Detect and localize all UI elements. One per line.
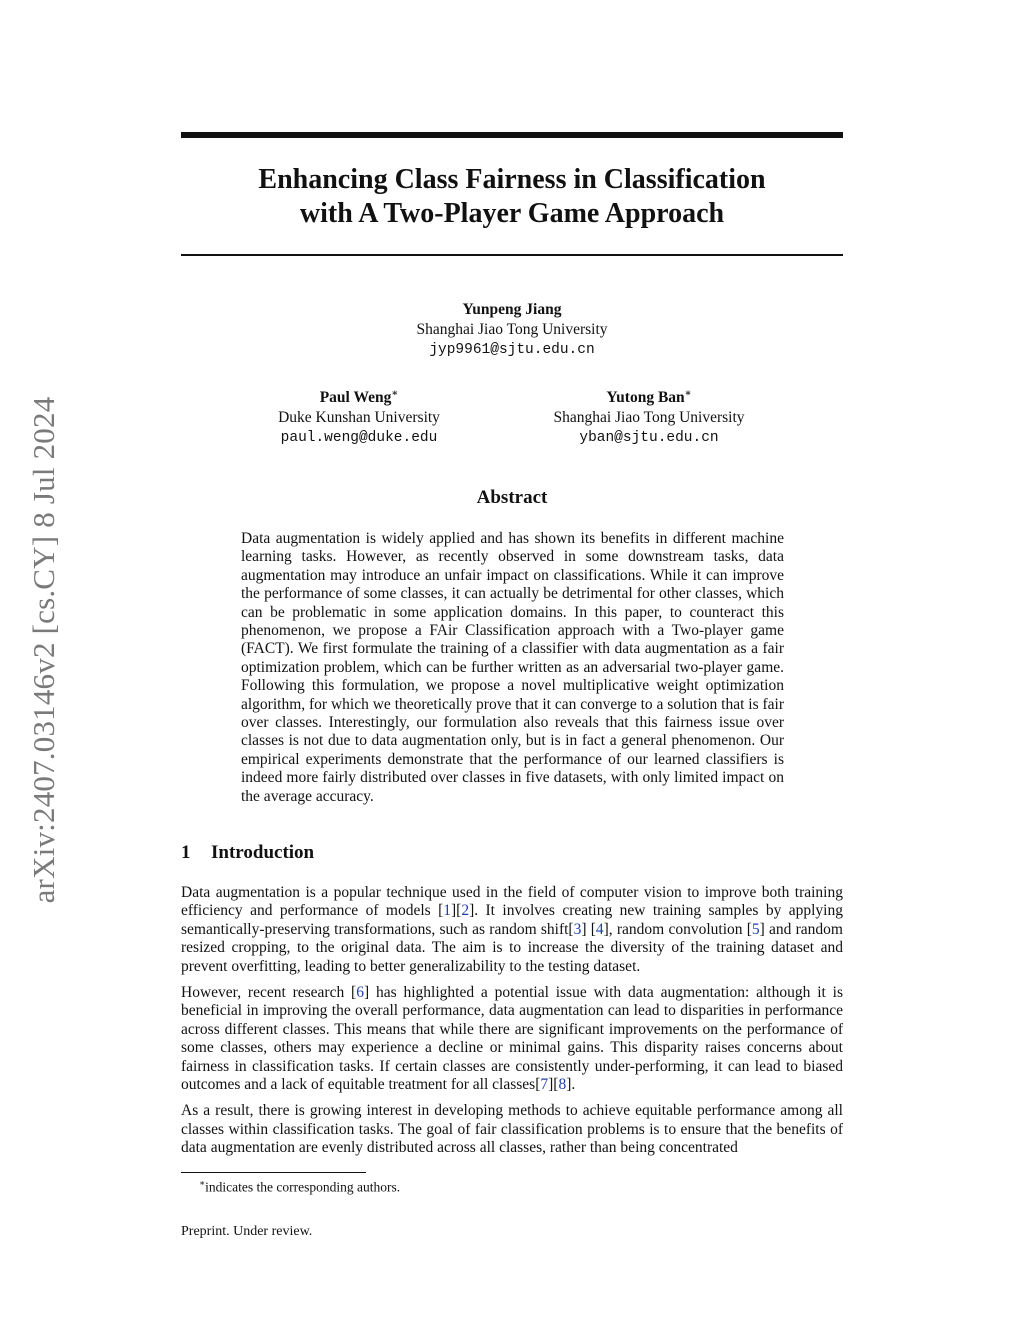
author-email[interactable]: jyp9961@sjtu.edu.cn <box>429 342 595 358</box>
paragraph-text: ] [ <box>581 920 596 938</box>
author-block-jiang <box>362 300 662 360</box>
footnote-text: indicates the corresponding authors. <box>205 1179 401 1195</box>
title-bottom-rule <box>181 254 843 256</box>
author-name: Yutong Ban∗ <box>606 388 692 407</box>
introduction-body <box>181 884 843 1166</box>
citation-link[interactable]: 3 <box>573 920 582 938</box>
preprint-notice: Preprint. Under review. <box>181 1224 313 1239</box>
paragraph-text: ][ <box>451 902 462 920</box>
author-block-weng <box>209 384 509 448</box>
footnote-marker: ∗ <box>199 1178 206 1188</box>
footnote-rule <box>181 1172 366 1173</box>
author-email[interactable]: paul.weng@duke.edu <box>280 430 438 447</box>
title-line-2: with A Two-Player Game Approach <box>299 198 725 229</box>
abstract-heading: Abstract <box>476 487 548 508</box>
corresponding-author-marker: ∗ <box>684 388 692 399</box>
section-number: 1 <box>181 842 191 863</box>
section-title: Introduction <box>211 842 315 863</box>
citation-link[interactable]: 8 <box>558 1076 567 1094</box>
paragraph-text: However, recent research [ <box>181 984 357 1002</box>
paragraph-text: ], random convolution [ <box>603 920 752 938</box>
author-email[interactable]: yban@sjtu.edu.cn <box>579 430 719 447</box>
citation-link[interactable]: 5 <box>751 920 760 938</box>
author-block-ban <box>499 384 799 448</box>
paragraph-text: ]. <box>566 1076 576 1094</box>
author-name: Yunpeng Jiang <box>462 301 562 318</box>
title-top-rule <box>181 132 843 138</box>
paragraph-text: ] has highlighted a potential issue with data augmentation: although it is beneficial in improving the overall performance, data augmentation can lead to disparities in performance across different classes. This means that while there are significant improvements on the performance of some classes, others may experience a decline or minimal gains. This disparity raises concerns about fairness in classification tasks. If certain classes are consistently under-performing, it can lead to biased outcomes and a lack of equitable treatment for all classes[ <box>181 984 843 1094</box>
intro-paragraph-3: As a result, there is growing interest in developing methods to achieve equitable performance among all classes within classification tasks. The goal of fair classification problems is to ensure that the benefits of data augmentation are evenly distributed across all classes, rather than being concentrated <box>181 1102 843 1157</box>
footnote <box>199 1174 400 1197</box>
corresponding-author-marker: ∗ <box>391 388 399 399</box>
author-affiliation: Shanghai Jiao Tong University <box>553 409 745 427</box>
citation-link[interactable]: 6 <box>356 984 364 1002</box>
intro-paragraph-1 <box>181 884 843 976</box>
paragraph-text: ] and random resized cropping, to the original data. The aim is to increase the diversity of the training dataset and prevent overfitting, leading to better generalizability to the testing dataset. <box>181 920 843 975</box>
author-affiliation: Duke Kunshan University <box>278 409 440 427</box>
author-name: Paul Weng∗ <box>319 388 399 407</box>
paragraph-text: ]. It involves creating new training samples by applying semantically-preserving transformations, such as random shift[ <box>181 902 843 938</box>
citation-link[interactable]: 2 <box>461 902 470 920</box>
paragraph-text: ][ <box>548 1076 559 1094</box>
paper-title <box>181 163 843 231</box>
arxiv-identifier-stamp[interactable]: arXiv:2407.03146v2 [cs.CY] 8 Jul 2024 <box>26 396 61 904</box>
intro-paragraph-2 <box>181 984 843 1094</box>
paragraph-text: Data augmentation is a popular technique used in the field of computer vision to improve both training efficiency and performance of models [ <box>181 884 843 920</box>
citation-link[interactable]: 4 <box>595 920 604 938</box>
citation-link[interactable]: 1 <box>443 902 451 920</box>
author-affiliation: Shanghai Jiao Tong University <box>416 321 608 338</box>
abstract-text: Data augmentation is widely applied and has shown its benefits in different machine learning tasks. However, as recently observed in some downstream tasks, data augmentation may introduce an unfair impact on classifications. While it can improve the performance of some classes, it can actually be detrimental for other classes, which can be problematic in some application domains. In this paper, to counteract this phenomenon, we propose a FAir Classification approach with a Two-player game (FACT). We first formulate the training of a classifier with data augmentation as a fair optimization problem, which can be further written as an adversarial two-player game. Following this formulation, we propose a novel multiplicative weight optimization algorithm, for which we theoretically prove that it can converge to a solution that is fair over classes. Interestingly, our formulation also reveals that this fairness issue over classes is not due to data augmentation only, but is in fact a general phenomenon. Our empirical experiments demonstrate that the performance of our learned classifiers is indeed more fairly distributed over classes in five datasets, with only limited impact on the average accuracy. <box>241 530 784 805</box>
citation-link[interactable]: 7 <box>540 1076 549 1094</box>
title-line-1: Enhancing Class Fairness in Classification <box>258 164 766 195</box>
section-heading-introduction <box>181 842 314 864</box>
